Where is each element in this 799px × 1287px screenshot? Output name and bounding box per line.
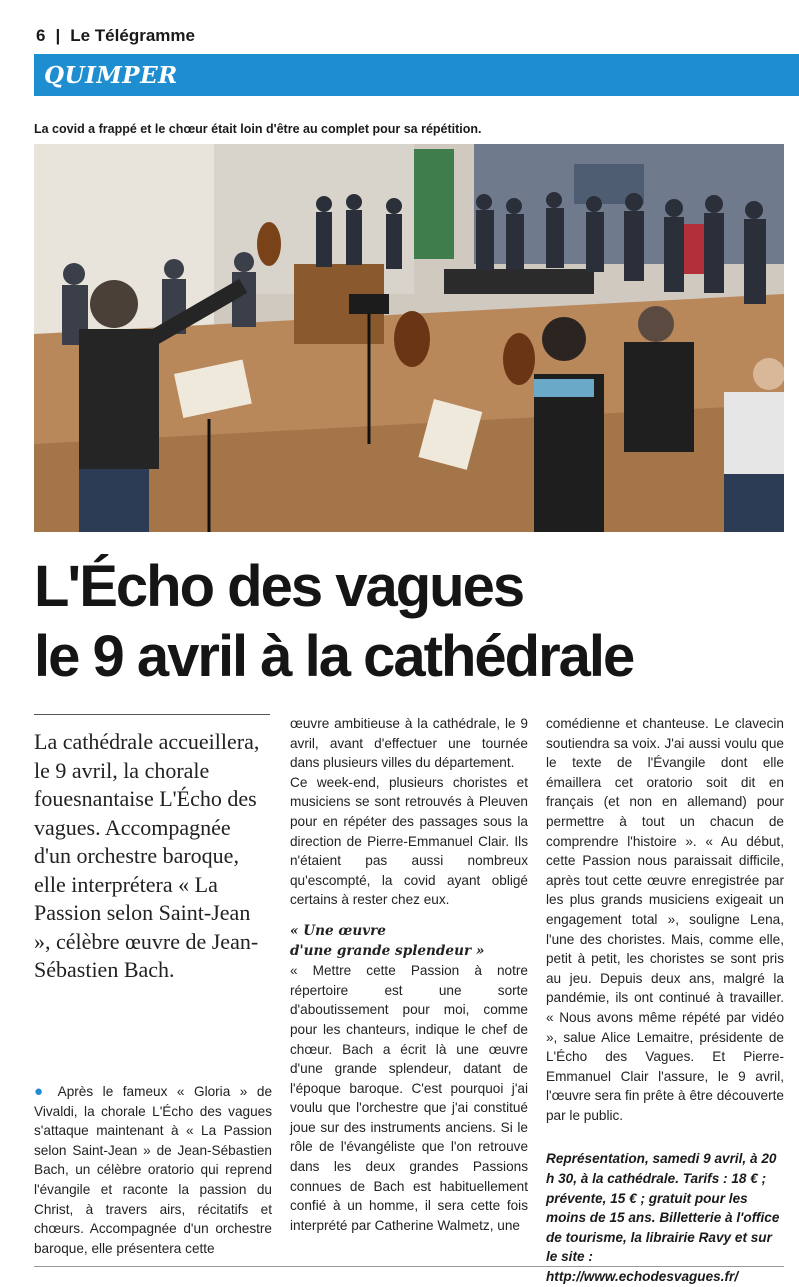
lede-paragraph: La cathédrale accueillera, le 9 avril, la chorale fouesnantaise L'Écho des vagues. Accompagnée d'un orchestre baroque, elle interprétera « La Passion selon Saint-Jean », célèbre œuvre de Jean-Sébastien Bach. xyxy=(34,729,260,982)
page-number: 6 xyxy=(36,26,46,45)
bullet-icon: ● xyxy=(34,1083,49,1100)
paragraph: « Mettre cette Passion à notre répertoire est une sorte d'aboutissement pour moi, comme pour les chanteurs, indique le chef de chœur. Bach a écrit là une œuvre d'une grande splendeur, datant de l'époque baroque. C'est pourquoi j'ai voulu que l'orchestre que j'ai constitué joue sur des instruments anciens. Si le rôle de l'évangéliste que l'on retrouve dans les deux grandes Passions connues de Bach est habituellement confié à un homme, il sera cette fois interprété par Catherine Walmetz, une xyxy=(290,963,528,1233)
headline-line-1: L'Écho des vagues xyxy=(34,554,524,619)
paragraph: œuvre ambitieuse à la cathédrale, le 9 avril, avant d'effectuer une tournée dans plusieurs villes du département. xyxy=(290,716,528,771)
header-separator: | xyxy=(55,26,61,45)
photo-caption: La covid a frappé et le chœur était loin d'être au complet pour sa répétition. xyxy=(34,122,482,136)
lede-divider xyxy=(34,714,270,715)
rehearsal-photo xyxy=(34,144,784,532)
section-banner xyxy=(34,54,799,96)
newspaper-name: Le Télégramme xyxy=(70,26,195,45)
headline xyxy=(34,552,794,692)
subheading-line-1: « Une œuvre xyxy=(290,922,386,939)
bottom-divider xyxy=(34,1266,784,1267)
intro-text: Après le fameux « Gloria » de Vivaldi, la chorale L'Écho des vagues s'attaque maintenant à « La Passion selon Saint-Jean » de Jean-Sébastien Bach, un célèbre oratorio qui reprend l'évangile et raconte la passion du Christ, à travers airs, récitatifs et chœurs. Accompagnée d'un orchestre baroque, elle présentera cette xyxy=(34,1084,273,1256)
article-column-3 xyxy=(546,714,784,1287)
intro-paragraph xyxy=(34,1082,272,1258)
event-info: Représentation, samedi 9 avril, à 20 h 30, à la cathédrale. Tarifs : 18 € ; prévente, 15 € ; gratuit pour les moins de 15 ans. Billetterie à l'office de tourisme, la librairie Ravy et sur le site : http://www.echodesvagues.fr/ xyxy=(546,1151,780,1285)
page-header xyxy=(36,24,195,48)
paragraph: comédienne et chanteuse. Le clavecin soutiendra sa voix. J'ai aussi voulu que le texte de l'Évangile dont elle émaillera cet oratorio soit dit en français (et non en allemand) pour permettre à tout un chacun de comprendre l'histoire ». « Au début, cette Passion nous paraissait difficile, après tout cette œuvre enregistrée par les plus grands musiciens exigeait un engagement total », souligne Lena, l'une des choristes. Mais, comme elle, petit à petit, les choristes se sont pris au jeu. Depuis deux ans, malgré la pandémie, ils ont continué à travailler. « Nous avons même répété par vidéo », salue Alice Lemaitre, présidente de L'Écho des Vagues. Et Pierre-Emmanuel Clair l'assure, le 9 avril, l'œuvre sera fin prête à être découverte par le public. xyxy=(546,716,784,1123)
section-title: QUIMPER xyxy=(44,61,178,89)
paragraph: Ce week-end, plusieurs choristes et musiciens se sont retrouvés à Pleuven pour en répéter des passages sous la direction de Pierre-Emmanuel Clair. Ils n'étaient pas aussi nombreux qu'escompté, la covid ayant obligé certains à rester chez eux. xyxy=(290,774,528,908)
subheading-line-2: d'une grande splendeur » xyxy=(290,942,485,959)
subheading xyxy=(290,922,528,961)
headline-line-2: le 9 avril à la cathédrale xyxy=(34,624,634,689)
article-column-1 xyxy=(34,1082,272,1258)
article-column-2 xyxy=(290,714,528,1235)
rehearsal-illustration xyxy=(34,144,784,532)
